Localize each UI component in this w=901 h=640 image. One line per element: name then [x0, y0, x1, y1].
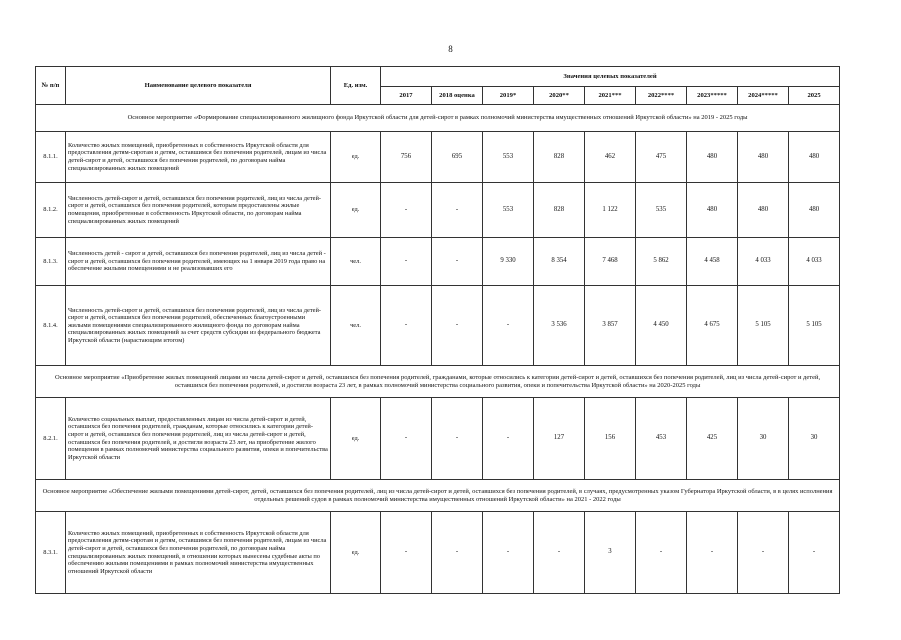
- row-value: -: [432, 238, 483, 286]
- row-num: 8.1.2.: [36, 183, 66, 238]
- header-year: 2024*****: [738, 87, 789, 105]
- row-value: -: [534, 512, 585, 594]
- row-value: 480: [738, 132, 789, 183]
- row-value: -: [636, 512, 687, 594]
- row-num: 8.1.4.: [36, 286, 66, 366]
- row-value: 4 458: [687, 238, 738, 286]
- row-value: 553: [483, 132, 534, 183]
- row-value: -: [432, 398, 483, 480]
- header-year: 2025: [789, 87, 840, 105]
- row-value: -: [432, 183, 483, 238]
- row-value: 3 536: [534, 286, 585, 366]
- row-value: -: [381, 183, 432, 238]
- row-value: 695: [432, 132, 483, 183]
- header-year: 2018 оценка: [432, 87, 483, 105]
- row-num: 8.1.1.: [36, 132, 66, 183]
- row-name: Количество социальных выплат, предоставленных лицам из числа детей-сирот и детей, оставшихся без попечения родителей, гражданам, которые относились к категории детей-сирот и детей, оставшихся без попечения родителей, лиц из числа детей-сирот и детей, оставшихся без попечения родителей, и достигли возраста 23 лет, на приобретение жилого помещения в рамках полномочий министерства социального развития, опеки и попечительства Иркутской области: [66, 398, 331, 480]
- header-year: 2021***: [585, 87, 636, 105]
- row-value: 480: [687, 183, 738, 238]
- row-value: -: [687, 512, 738, 594]
- row-value: 8 354: [534, 238, 585, 286]
- section-title: Основное мероприятие «Обеспечение жилыми помещениями детей-сирот, детей, оставшихся без попечения родителей, лиц из числа детей-сирот и детей, оставшихся без попечения родителей, в случаях, предусмотренных указом Губернатора Иркутской области, в в целях исполнения отдельных решений судов в рамках полномочий министерства имущественных отношений Иркутской области» на 2021 - 2022 годы: [36, 480, 840, 512]
- row-num: 8.2.1.: [36, 398, 66, 480]
- row-value: 462: [585, 132, 636, 183]
- table-row: [36, 512, 840, 594]
- row-value: 5 105: [789, 286, 840, 366]
- header-year: 2023*****: [687, 87, 738, 105]
- row-value: 480: [687, 132, 738, 183]
- row-value: 7 468: [585, 238, 636, 286]
- table-row: [36, 398, 840, 480]
- section-title: Основное мероприятие «Приобретение жилых помещений лицами из числа детей-сирот и детей, оставшихся без попечения родителей, гражданами, которые относились к категории детей-сирот и детей, оставшихся без попечения родителей, лиц из числа детей-сирот и детей, оставшихся без попечения родителей, и достигли возраста 23 лет, в рамках полномочий министерства социального развития, опеки и попечительства Иркутской области» на 2020-2025 годы: [36, 366, 840, 398]
- row-value: 5 105: [738, 286, 789, 366]
- row-num: 8.1.3.: [36, 238, 66, 286]
- header-num: № п/п: [36, 67, 66, 105]
- row-value: 425: [687, 398, 738, 480]
- row-unit: чел.: [331, 286, 381, 366]
- row-value: 9 330: [483, 238, 534, 286]
- row-unit: чел.: [331, 238, 381, 286]
- row-value: 5 862: [636, 238, 687, 286]
- row-unit: ед.: [331, 183, 381, 238]
- row-value: 535: [636, 183, 687, 238]
- table-row: [36, 238, 840, 286]
- table-row: [36, 183, 840, 238]
- row-value: -: [432, 512, 483, 594]
- header-name: Наименование целевого показателя: [66, 67, 331, 105]
- row-value: 4 675: [687, 286, 738, 366]
- row-name: Количество жилых помещений, приобретенных в собственность Иркутской области для предоставления детям-сиротам и детям, оставшимся без попечения родителей, лицам из числа детей-сирот и детей, оставшихся без попечения родителей, по договорам найма специализированных жилых помещений: [66, 132, 331, 183]
- header-year: 2017: [381, 87, 432, 105]
- row-name: Численность детей-сирот и детей, оставшихся без попечения родителей, лиц из числа детей-сирот и детей, оставшихся без попечения родителей, обеспеченных благоустроенными жилыми помещениями специализированного жилищного фонда по договорам найма специализированных жилых помещений за счет средств субсидии из федерального бюджета Иркутской области (нарастающим итогом): [66, 286, 331, 366]
- row-value: 553: [483, 183, 534, 238]
- header-year: 2022****: [636, 87, 687, 105]
- row-value: -: [381, 238, 432, 286]
- row-value: 3 857: [585, 286, 636, 366]
- row-value: -: [483, 286, 534, 366]
- row-value: 475: [636, 132, 687, 183]
- row-name: Численность детей-сирот и детей, оставшихся без попечения родителей, лиц из числа детей-сирот и детей, оставшихся без попечения родителей, которым предоставлены жилые помещения, приобретенные в собственность Иркутской области, по договорам найма специализированных жилых помещений: [66, 183, 331, 238]
- row-value: 3: [585, 512, 636, 594]
- row-unit: ед.: [331, 398, 381, 480]
- row-value: 4 033: [738, 238, 789, 286]
- header-year: 2020**: [534, 87, 585, 105]
- row-name: Количество жилых помещений, приобретенных в собственность Иркутской области для предоставления детям-сиротам и детям, оставшимся без попечения родителей, лицам из числа детей-сирот и детей, оставшихся без попечения родителей, по договорам найма специализированных жилых помещений, в отношении которых вынесены судебные акты по обеспечению жилыми помещениями в рамках полномочий министерства имущественных отношений Иркутской области: [66, 512, 331, 594]
- row-value: -: [483, 512, 534, 594]
- row-value: 756: [381, 132, 432, 183]
- row-value: 1 122: [585, 183, 636, 238]
- row-value: 453: [636, 398, 687, 480]
- row-value: -: [432, 286, 483, 366]
- row-value: 828: [534, 132, 585, 183]
- row-unit: ед.: [331, 512, 381, 594]
- row-value: -: [381, 512, 432, 594]
- row-value: 4 450: [636, 286, 687, 366]
- header-values: Значения целевых показателей: [381, 67, 840, 87]
- page-number: 8: [448, 44, 453, 54]
- table-row: [36, 286, 840, 366]
- row-value: -: [483, 398, 534, 480]
- table-row: [36, 132, 840, 183]
- row-value: -: [381, 286, 432, 366]
- row-name: Численность детей - сирот и детей, оставшихся без попечения родителей, лиц из числа детей - сирот и детей, оставшихся без попечения родителей, имеющих на 1 января 2019 года право на обеспечение жилыми помещениями и не реализовавших его: [66, 238, 331, 286]
- indicators-table: [35, 66, 840, 594]
- header-unit: Ед. изм.: [331, 67, 381, 105]
- row-value: 156: [585, 398, 636, 480]
- row-value: 4 033: [789, 238, 840, 286]
- row-unit: ед.: [331, 132, 381, 183]
- row-value: -: [789, 512, 840, 594]
- row-value: 30: [738, 398, 789, 480]
- row-value: -: [381, 398, 432, 480]
- row-value: 30: [789, 398, 840, 480]
- row-value: 480: [738, 183, 789, 238]
- row-value: 127: [534, 398, 585, 480]
- row-value: 828: [534, 183, 585, 238]
- section-title: Основное мероприятие «Формирование специализированного жилищного фонда Иркутской области для детей-сирот в рамках полномочий министерства имущественных отношений Иркутской области» на 2019 - 2025 годы: [36, 105, 840, 132]
- row-value: 480: [789, 132, 840, 183]
- header-year: 2019*: [483, 87, 534, 105]
- row-value: 480: [789, 183, 840, 238]
- row-value: -: [738, 512, 789, 594]
- row-num: 8.3.1.: [36, 512, 66, 594]
